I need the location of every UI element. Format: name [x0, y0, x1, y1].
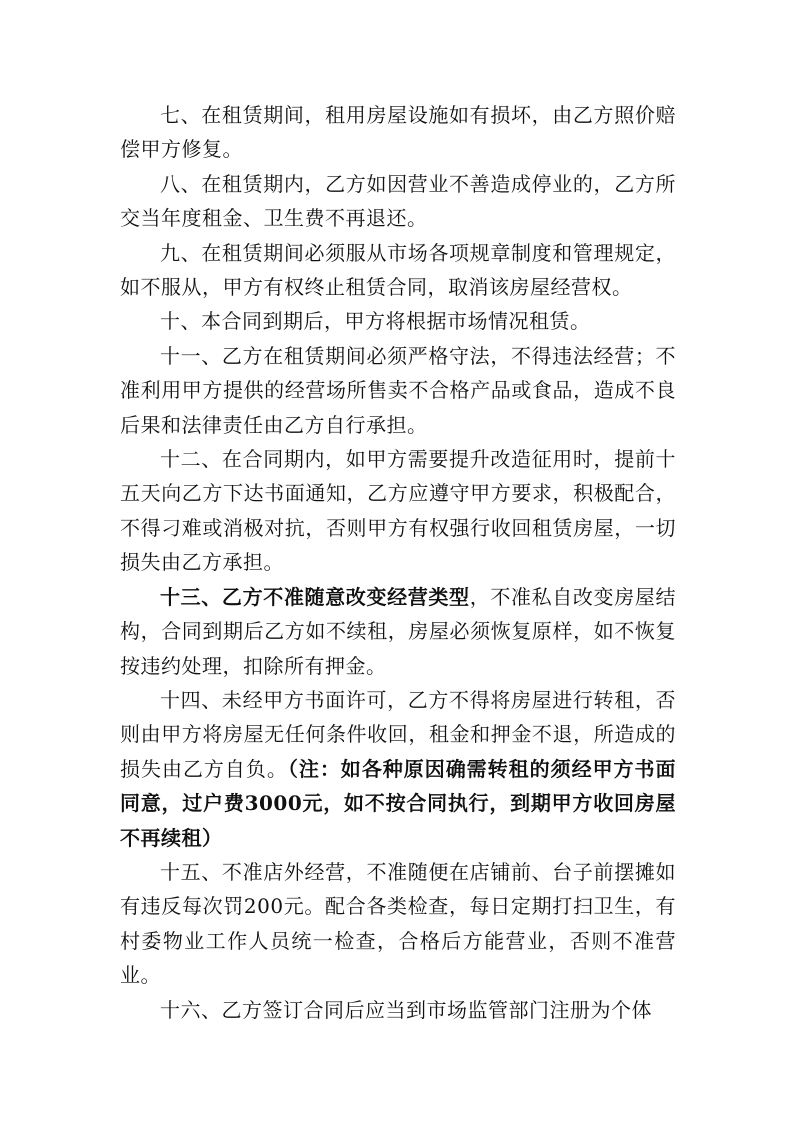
clause-14-text: 十四、未经甲方书面许可，乙方不得将房屋进行转租，否则由甲方将房屋无任何条件收回，租金和押金不退，所造成的损失由乙方自负。 — [120, 687, 676, 781]
clause-12 — [120, 442, 676, 580]
clause-15 — [120, 855, 676, 993]
clause-7 — [120, 98, 676, 167]
clause-16 — [120, 993, 676, 1027]
clause-14-note: （注：如各种原因确需转租的须经甲方书面同意，过户费3000元，如不按合同执行，到期甲方收回房屋不再续租） — [120, 756, 677, 850]
clause-14 — [120, 683, 676, 855]
clause-9-text: 九、在租赁期间必须服从市场各项规章制度和管理规定，如不服从，甲方有权终止租赁合同，取消该房屋经营权。 — [120, 240, 676, 300]
clause-12-text: 十二、在合同期内，如甲方需要提升改造征用时，提前十五天向乙方下达书面通知，乙方应遵守甲方要求，积极配合，不得刁难或消极对抗，否则甲方有权强行收回租赁房屋，一切损失由乙方承担。 — [120, 447, 676, 575]
clause-9 — [120, 236, 676, 305]
clause-11-text: 十一、乙方在租赁期间必须严格守法，不得违法经营；不准利用甲方提供的经营场所售卖不合格产品或食品，造成不良后果和法律责任由乙方自行承担。 — [120, 343, 676, 437]
clause-8-text: 八、在租赁期内，乙方如因营业不善造成停业的，乙方所交当年度租金、卫生费不再退还。 — [120, 171, 676, 231]
clause-7-text: 七、在租赁期间，租用房屋设施如有损坏，由乙方照价赔偿甲方修复。 — [120, 103, 676, 162]
clause-10 — [120, 304, 676, 338]
contract-body — [120, 98, 676, 1027]
clause-15-text: 十五、不准店外经营，不准随便在店铺前、台子前摆摊如有违反每次罚200元。配合各类检查，每日定期打扫卫生，有村委物业工作人员统一检查，合格后方能营业，否则不准营业。 — [120, 859, 676, 988]
clause-11 — [120, 339, 676, 442]
clause-13-text: ，不准私自改变房屋结构，合同到期后乙方如不续租，房屋必须恢复原样，如不恢复按违约处理，扣除所有押金。 — [120, 584, 676, 678]
clause-13 — [120, 580, 676, 683]
clause-13-bold-text: 十三、乙方不准随意改变经营类型 — [160, 584, 470, 609]
clause-16-text: 十六、乙方签订合同后应当到市场监管部门注册为个体 — [160, 997, 652, 1022]
clause-10-text: 十、本合同到期后，甲方将根据市场情况租赁。 — [160, 309, 591, 334]
clause-8 — [120, 167, 676, 236]
